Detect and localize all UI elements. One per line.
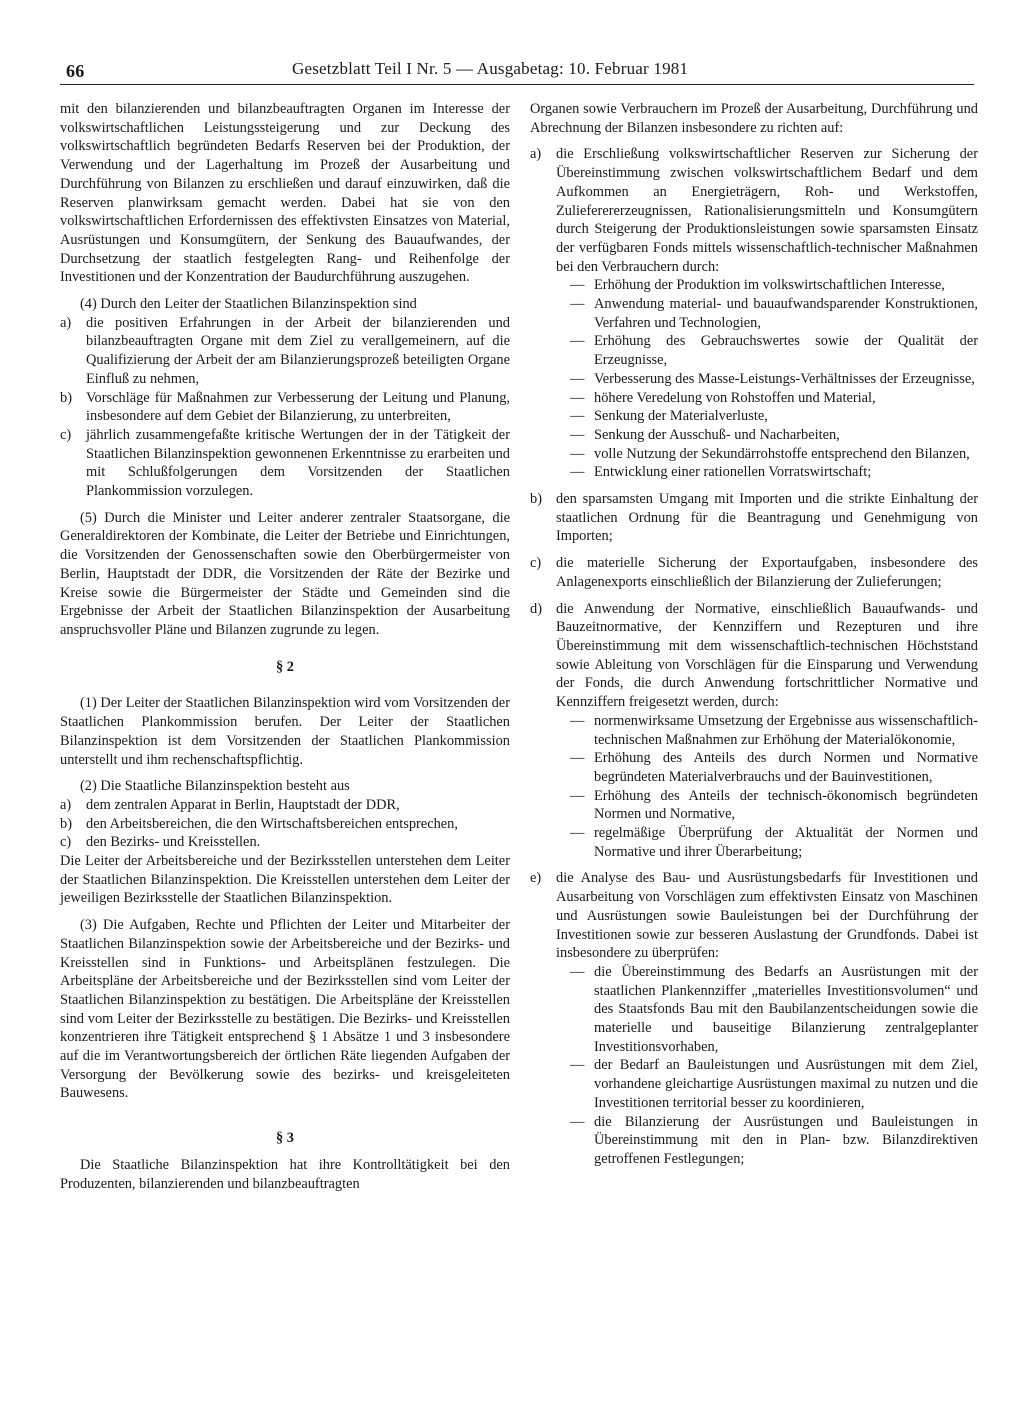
dash-list-text: Erhöhung des Anteils des durch Normen und Normative begründeten Materialverbrauchs und der Bauinvestitionen, <box>594 750 978 785</box>
list-item-text: die Erschließung volkswirtschaftlicher Reserven zur Sicherung der Übereinstimmung zwischen volkswirtschaftlichem Bedarf und dem Aufkommen an Energieträgern, Roh- und Werkstoffen, Zulieferererzeugnissen, Rationalisierungsmitteln und Konsumgütern durch Steigerung der Produktionsleistungen sowie sparsamsten Einsatz der verfügbaren Fonds mittels wissenschaftlich-technischer Maßnahmen bei den Verbrauchern durch: <box>556 146 978 275</box>
dash-marker: — <box>570 825 585 842</box>
list-item-text: die Analyse des Bau- und Ausrüstungsbedarfs für Investitionen und Ausarbeitung von Vorschlägen zum effektivsten Einsatz von Maschinen und Ausrüstungen sowie Bauleistungen bei der Durchführung der Investitionen sowie zur besseren Auslastung der Grundfonds. Dabei ist insbesondere zu überprüfen: <box>556 870 978 962</box>
dash-list-item <box>570 276 978 295</box>
section-2-paragraph-1: (1) Der Leiter der Staatlichen Bilanzinspektion wird vom Vorsitzenden der Staatlichen Plankommission berufen. Der Leiter der Staatlichen Bilanzinspektion ist dem Vorsitzenden der Staatlichen Plankommission unterstellt und ihm rechenschaftspflichtig. <box>60 695 510 768</box>
list-item-label: c) <box>60 834 72 851</box>
dash-list-text: die Übereinstimmung des Bedarfs an Ausrüstungen mit der staatlichen Plankennziffer „materielles Investitionsvolumen“ und des Staatsfonds Bau mit den Baubilanzentscheidungen sowie die materielle und bauseitige Bilanzierung zentralgeplanter Investitionsvorhaben, <box>594 963 978 1055</box>
dash-list-text: regelmäßige Überprüfung der Aktualität der Normen und Normative und ihrer Überarbeitung; <box>594 825 978 860</box>
list-item-text: die Anwendung der Normative, einschließlich Bauaufwands- und Bauzeitnormative, der Kennziffern und Rezepturen und ihre Übereinstimmung mit dem wissenschaftlich-technischen Höchststand sowie Ableitung von Vorschlägen für die Einsparung und Verwendung der Fonds, die durch Anwendung fortschrittlicher Normative und Kennziffern freigesetzt werden, durch: <box>556 600 978 711</box>
dash-list-item <box>570 749 978 786</box>
list-item-a <box>530 145 978 276</box>
dash-list-text: Anwendung material- und bauaufwandsparender Konstruktionen, Verfahren und Technologien, <box>594 296 978 331</box>
dash-list-text: volle Nutzung der Sekundärrohstoffe entsprechend den Bilanzen, <box>594 445 970 462</box>
dash-marker: — <box>570 370 585 387</box>
dash-list-item <box>570 1056 978 1112</box>
dash-list-text: der Bedarf an Bauleistungen und Ausrüstungen mit dem Ziel, vorhandene gleichartige Ausrüstungen maximal zu nutzen und die Investitionen territorial besser zu koordinieren, <box>594 1057 978 1111</box>
dash-list-item <box>570 787 978 824</box>
list-item-label: b) <box>60 815 72 832</box>
dash-list-item <box>570 295 978 332</box>
dash-marker: — <box>570 408 585 425</box>
list-item-b <box>530 490 978 546</box>
dash-list-item <box>570 824 978 861</box>
dash-marker: — <box>570 712 585 729</box>
dash-marker: — <box>570 296 585 313</box>
list-item-text: jährlich zusammengefaßte kritische Wertungen der in der Tätigkeit der Staatlichen Bilanzinspektion gewonnenen Erkenntnisse zu erarbeiten und mit Schlußfolgerungen dem Vorsitzenden der Staatlichen Plankommission vorzulegen. <box>86 426 510 500</box>
section-2-paragraph-2-continued: Die Leiter der Arbeitsbereiche und der Bezirksstellen unterstehen dem Leiter der Staatlichen Bilanzinspektion. Die Kreisstellen unterstehen dem Leiter der jeweiligen Bezirksstelle der Staatlichen Bilanzinspektion. <box>60 853 510 907</box>
left-intro-paragraph: mit den bilanzierenden und bilanzbeauftragten Organen im Interesse der volkswirtschaftlichen Leistungssteigerung und zur Deckung des volkswirtschaftlich begründeten Bedarfs Reserven bei der Produktion, der Verwendung und der Lagerhaltung im Prozeß der Ausarbeitung und Durchführung von Bilanzen zu erschließen und darauf einzuwirken, daß die Reserven planwirksam gemacht werden. Dabei hat sie von den volkswirtschaftlichen Erfordernissen des effektivsten Einsatzes von Material, Ausrüstungen und Konsumgütern, der Senkung des Bauaufwandes, der Durchsetzung der staatlich festgelegten Rang- und Reihenfolge der Investitionen und der Konzentration der Baudurchführung auszugehen. <box>60 101 510 286</box>
paragraph-4: (4) Durch den Leiter der Staatlichen Bilanzinspektion sind <box>80 296 417 313</box>
dash-list-text: Verbesserung des Masse-Leistungs-Verhältnisses der Erzeugnisse, <box>594 370 975 387</box>
dash-marker: — <box>570 426 585 443</box>
list-item-text: die materielle Sicherung der Exportaufgaben, insbesondere des Anlagenexports einschließlich der Bilanzierung der Zulieferungen; <box>556 555 978 590</box>
list-item-text: den Arbeitsbereichen, die den Wirtschaftsbereichen entsprechen, <box>86 815 458 832</box>
dash-list-text: Erhöhung des Anteils der technisch-ökonomisch begründeten Normen und Normative, <box>594 787 978 823</box>
dash-list-item <box>570 445 978 464</box>
dash-marker: — <box>570 464 585 481</box>
list-item-label: a) <box>60 796 72 813</box>
list-item-label: b) <box>530 491 542 508</box>
dash-marker: — <box>570 963 585 980</box>
list-item-c <box>530 554 978 591</box>
dash-marker: — <box>570 1057 585 1074</box>
page-number: 66 <box>66 61 85 81</box>
list-item <box>60 314 510 389</box>
list-item <box>60 815 510 834</box>
dash-marker: — <box>570 787 585 804</box>
dash-list-item <box>570 370 978 389</box>
dash-list-item <box>570 407 978 426</box>
dash-marker: — <box>570 389 585 406</box>
dash-marker: — <box>570 445 585 462</box>
dash-list-text: Senkung der Materialverluste, <box>594 408 768 425</box>
dash-list-item <box>570 963 978 1057</box>
dash-list-item <box>570 712 978 749</box>
list-item-e <box>530 869 978 963</box>
list-item <box>60 796 510 815</box>
dash-marker: — <box>570 1113 585 1130</box>
right-column <box>530 100 978 1169</box>
dash-list-text: höhere Veredelung von Rohstoffen und Material, <box>594 389 876 406</box>
section-2-heading: § 2 <box>276 658 294 675</box>
dash-list-text: die Bilanzierung der Ausrüstungen und Bauleistungen in Übereinstimmung mit den in Plan- bzw. Bilanzdirektiven getroffenen Festlegungen; <box>594 1113 978 1167</box>
list-item-text: den Bezirks- und Kreisstellen. <box>86 834 261 851</box>
list-item-label: c) <box>60 426 72 443</box>
list-item-label: e) <box>530 870 542 887</box>
dash-list-text: normenwirksame Umsetzung der Ergebnisse aus wissenschaftlich-technischen Maßnahmen zur Erhöhung der Materialökonomie, <box>594 712 978 748</box>
dash-list-item <box>570 426 978 445</box>
dash-marker: — <box>570 750 585 767</box>
section-3-heading: § 3 <box>276 1130 294 1147</box>
list-item-d <box>530 600 978 712</box>
list-item-text: Vorschläge für Maßnahmen zur Verbesserung der Leitung und Planung, insbesondere auf dem Gebiet der Bilanzierung, zu unterbreiten, <box>86 389 510 425</box>
header-rule <box>60 84 974 85</box>
section-3-paragraph-1: Die Staatliche Bilanzinspektion hat ihre Kontrolltätigkeit bei den Produzenten, bilanzierenden und bilanzbeauftragten <box>60 1156 510 1192</box>
dash-list-item <box>570 463 978 482</box>
dash-list-text: Erhöhung des Gebrauchswertes sowie der Qualität der Erzeugnisse, <box>594 333 978 369</box>
dash-list-item <box>570 332 978 369</box>
section-2-paragraph-3: (3) Die Aufgaben, Rechte und Pflichten der Leiter und Mitarbeiter der Staatlichen Bilanzinspektion sowie der Arbeitsbereiche und der Bezirks- und Kreisstellen sind in Funktions- und Arbeitsplänen festzulegen. Die Arbeitspläne der Arbeitsbereiche und der Bezirksstellen sind vom Leiter der Staatlichen Bilanzinspektion zu bestätigen. Die Arbeitspläne der Kreisstellen sind vom Leiter der Bezirksstelle zu bestätigen. Die Bezirks- und Kreisstellen konzentrieren ihre Tätigkeit entsprechend § 1 Absätze 1 und 3 insbesondere auf die im Verantwortungsbereich der örtlichen Räte liegenden Aufgaben der Versorgung der Bevölkerung sowie des bezirks- und kreisgeleiteten Bauwesens. <box>60 917 510 1102</box>
right-intro-paragraph: Organen sowie Verbrauchern im Prozeß der Ausarbeitung, Durchführung und Abrechnung der Bilanzen insbesondere zu richten auf: <box>530 101 978 136</box>
section-2-paragraph-2: (2) Die Staatliche Bilanzinspektion besteht aus <box>80 778 350 795</box>
list-item-text: die positiven Erfahrungen in der Arbeit der bilanzierenden und bilanzbeauftragten Organe mit dem Ziel zu verallgemeinern, auf die Qualifizierung der Arbeit der am Bilanzierungsprozeß beteiligten Organe Einfluß zu nehmen, <box>86 314 510 387</box>
left-column <box>60 100 510 1193</box>
dash-list-text: Erhöhung der Produktion im volkswirtschaftlichen Interesse, <box>594 277 945 294</box>
page-title: Gesetzblatt Teil I Nr. 5 — Ausgabetag: 10. Februar 1981 <box>292 59 689 78</box>
dash-list-text: Senkung der Ausschuß- und Nacharbeiten, <box>594 426 840 443</box>
dash-list-item <box>570 1113 978 1169</box>
list-item-label: c) <box>530 555 542 572</box>
list-item <box>60 426 510 501</box>
list-item-label: a) <box>530 146 542 163</box>
page-header <box>60 57 974 85</box>
list-item-text: dem zentralen Apparat in Berlin, Hauptstadt der DDR, <box>86 796 400 813</box>
list-item <box>60 389 510 426</box>
list-item-label: b) <box>60 389 72 406</box>
dash-marker: — <box>570 277 585 294</box>
list-item-label: a) <box>60 314 72 331</box>
list-item-label: d) <box>530 600 542 617</box>
dash-marker: — <box>570 333 585 350</box>
dash-list-text: Entwicklung einer rationellen Vorratswirtschaft; <box>594 464 872 481</box>
dash-list-item <box>570 389 978 408</box>
paragraph-5: (5) Durch die Minister und Leiter anderer zentraler Staatsorgane, die Generaldirektoren der Kombinate, die Leiter der Betriebe und Einrichtungen, die Vorsitzenden der Genossenschaften sowie den Oberbürgermeister von Berlin, Hauptstadt der DDR, die Vorsitzenden der Räte der Bezirke und Kreise sowie die Bürgermeister der Städte und Gemeinden sind die Ergebnisse der Arbeit der Staatlichen Bilanzinspektion der Ausarbeitung anspruchsvoller Pläne und Bilanzen zugrunde zu legen. <box>60 509 510 638</box>
list-item-text: den sparsamsten Umgang mit Importen und die strikte Einhaltung der staatlichen Ordnung für die Beantragung und Genehmigung von Importen; <box>556 491 978 545</box>
list-item <box>60 833 510 852</box>
